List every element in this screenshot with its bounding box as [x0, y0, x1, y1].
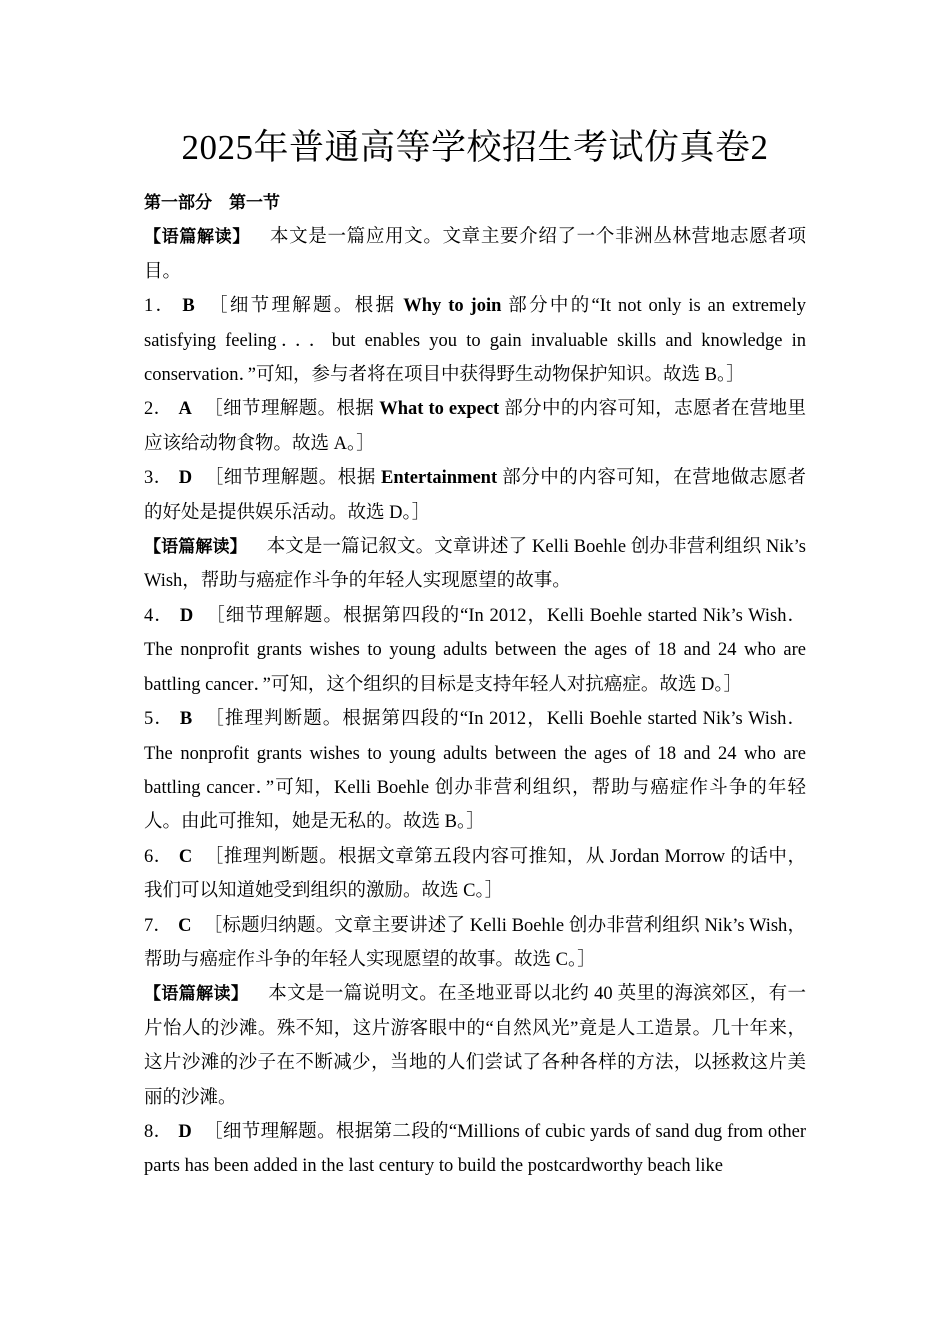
answer-item: 7． C ［标题归纳题。文章主要讲述了 Kelli Boehle 创办非营利组织 Nik’s Wish，帮助与癌症作斗争的年轻人实现愿望的故事。故选 C。］ — [144, 915, 806, 970]
passage-summary: 【语篇解读】 本文是一篇应用文。文章主要介绍了一个非洲丛林营地志愿者项目。 — [144, 227, 806, 282]
answer-item: 5． B ［推理判断题。根据第四段的“In 2012，Kelli Boehle started Nik’s Wish．The nonprofit grants wishes to young adults between the ages of 18 and 24 who are battling cancer．”可知，Kelli Boehle 创办非营利组织，帮助与癌症作斗争的年轻人。由此可推知，她是无私的。故选 B。］ — [144, 709, 806, 833]
answer-item: 8． D ［细节理解题。根据第二段的“Millions of cubic yards of sand dug from other parts has been added in the last century to build the postcardworthy beach like — [144, 1121, 806, 1177]
answer-item: 3． D ［细节理解题。根据 Entertainment 部分中的内容可知，在营地做志愿者的好处是提供娱乐活动。故选 D。］ — [144, 468, 806, 523]
page-title: 2025年普通高等学校招生考试仿真卷2 — [181, 128, 769, 167]
answer-item: 6． C ［推理判断题。根据文章第五段内容可推知，从 Jordan Morrow 的话中，我们可以知道她受到组织的激励。故选 C。］ — [144, 846, 806, 902]
document-body — [144, 186, 806, 1184]
passage-summary: 【语篇解读】 本文是一篇说明文。在圣地亚哥以北约 40 英里的海滨郊区，有一片怡人的沙滩。殊不知，这片游客眼中的“自然风光”竟是人工造景。几十年来，这片沙滩的沙子在不断减少，当地的人们尝试了各种各样的方法，以拯救这片美丽的沙滩。 — [144, 984, 806, 1108]
passage-summary: 【语篇解读】 本文是一篇记叙文。文章讲述了 Kelli Boehle 创办非营利组织 Nik’s Wish，帮助与癌症作斗争的年轻人实现愿望的故事。 — [144, 537, 807, 592]
answer-item: 4． D ［细节理解题。根据第四段的“In 2012，Kelli Boehle started Nik’s Wish．The nonprofit grants wishes to young adults between the ages of 18 and 24 who are battling cancer．”可知，这个组织的目标是支持年轻人对抗癌症。故选 D。］ — [144, 605, 806, 695]
answer-item: 1． B ［细节理解题。根据 Why to join 部分中的“It not only is an extremely satisfying feeling．．．but enables you to gain invaluable skills and knowledge in conservation．”可知，参与者将在项目中获得野生动物保护知识。故选 B。］ — [144, 296, 806, 386]
answer-item: 2． A ［细节理解题。根据 What to expect 部分中的内容可知，志愿者在营地里应该给动物食物。故选 A。］ — [144, 399, 806, 454]
section-heading: 第一部分 第一节 — [144, 193, 280, 213]
